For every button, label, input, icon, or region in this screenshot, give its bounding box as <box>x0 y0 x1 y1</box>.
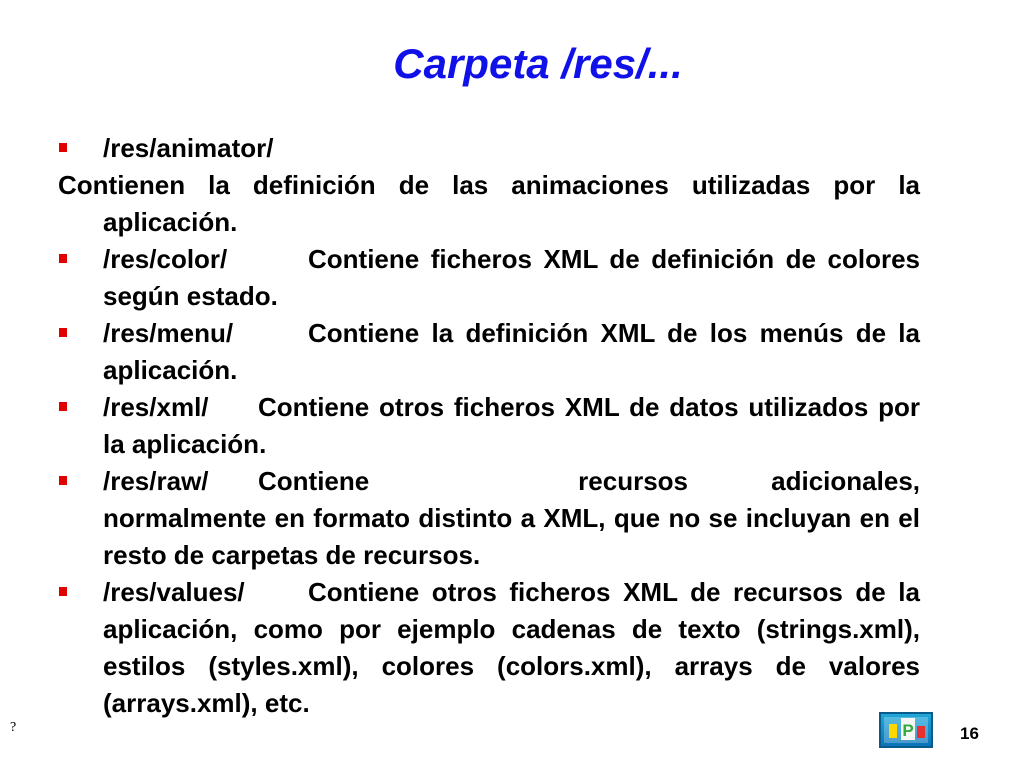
svg-text:P: P <box>902 721 914 740</box>
slide-body <box>58 130 920 722</box>
item-path: /res/color/ <box>103 244 228 274</box>
item-description: Contiene ficheros XML de definición de colores según estado. <box>103 244 920 311</box>
list-item-raw <box>58 463 920 574</box>
square-bullet-icon <box>59 143 67 152</box>
item-path: /res/menu/ <box>103 318 234 348</box>
item-path: /res/raw/ <box>103 466 209 496</box>
square-bullet-icon <box>59 328 67 337</box>
footer-mark: ? <box>10 720 17 735</box>
list-item-values <box>58 574 920 722</box>
item-description-first: Contiene <box>258 466 370 496</box>
square-bullet-icon <box>59 402 67 411</box>
list-item-xml <box>58 389 920 463</box>
intro-heading: /res/animator/ <box>103 133 274 163</box>
item-path: /res/xml/ <box>103 392 209 422</box>
item-first-line <box>103 463 920 500</box>
slide-title: Carpeta /res/... <box>393 40 683 87</box>
list-item-menu <box>58 315 920 389</box>
page-number: 16 <box>960 724 979 743</box>
item-description: Contiene la definición XML de los menús de la aplicación. <box>103 318 920 385</box>
square-bullet-icon <box>59 476 67 485</box>
item-description: Contiene otros ficheros XML de recursos de la aplicación, como por ejemplo cadenas de texto (strings.xml), estilos (styles.xml), colores (colors.xml), arrays de valores (arrays.xml), etc. <box>103 577 920 718</box>
square-bullet-icon <box>59 254 67 263</box>
item-description-mid: recursos <box>578 466 688 496</box>
item-description-rest: normalmente en formato distinto a XML, que no se incluyan en el resto de carpetas de recursos. <box>103 503 920 570</box>
item-path: /res/values/ <box>103 577 245 607</box>
course-logo-icon <box>879 712 933 748</box>
list-item-color <box>58 241 920 315</box>
square-bullet-icon <box>59 587 67 596</box>
item-description-end: adicionales, <box>771 466 920 496</box>
intro-text: Contienen la definición de las animaciones utilizadas por la aplicación. <box>58 170 920 237</box>
item-description: Contiene otros ficheros XML de datos utilizados por la aplicación. <box>103 392 920 459</box>
list-item-animator <box>58 130 920 167</box>
